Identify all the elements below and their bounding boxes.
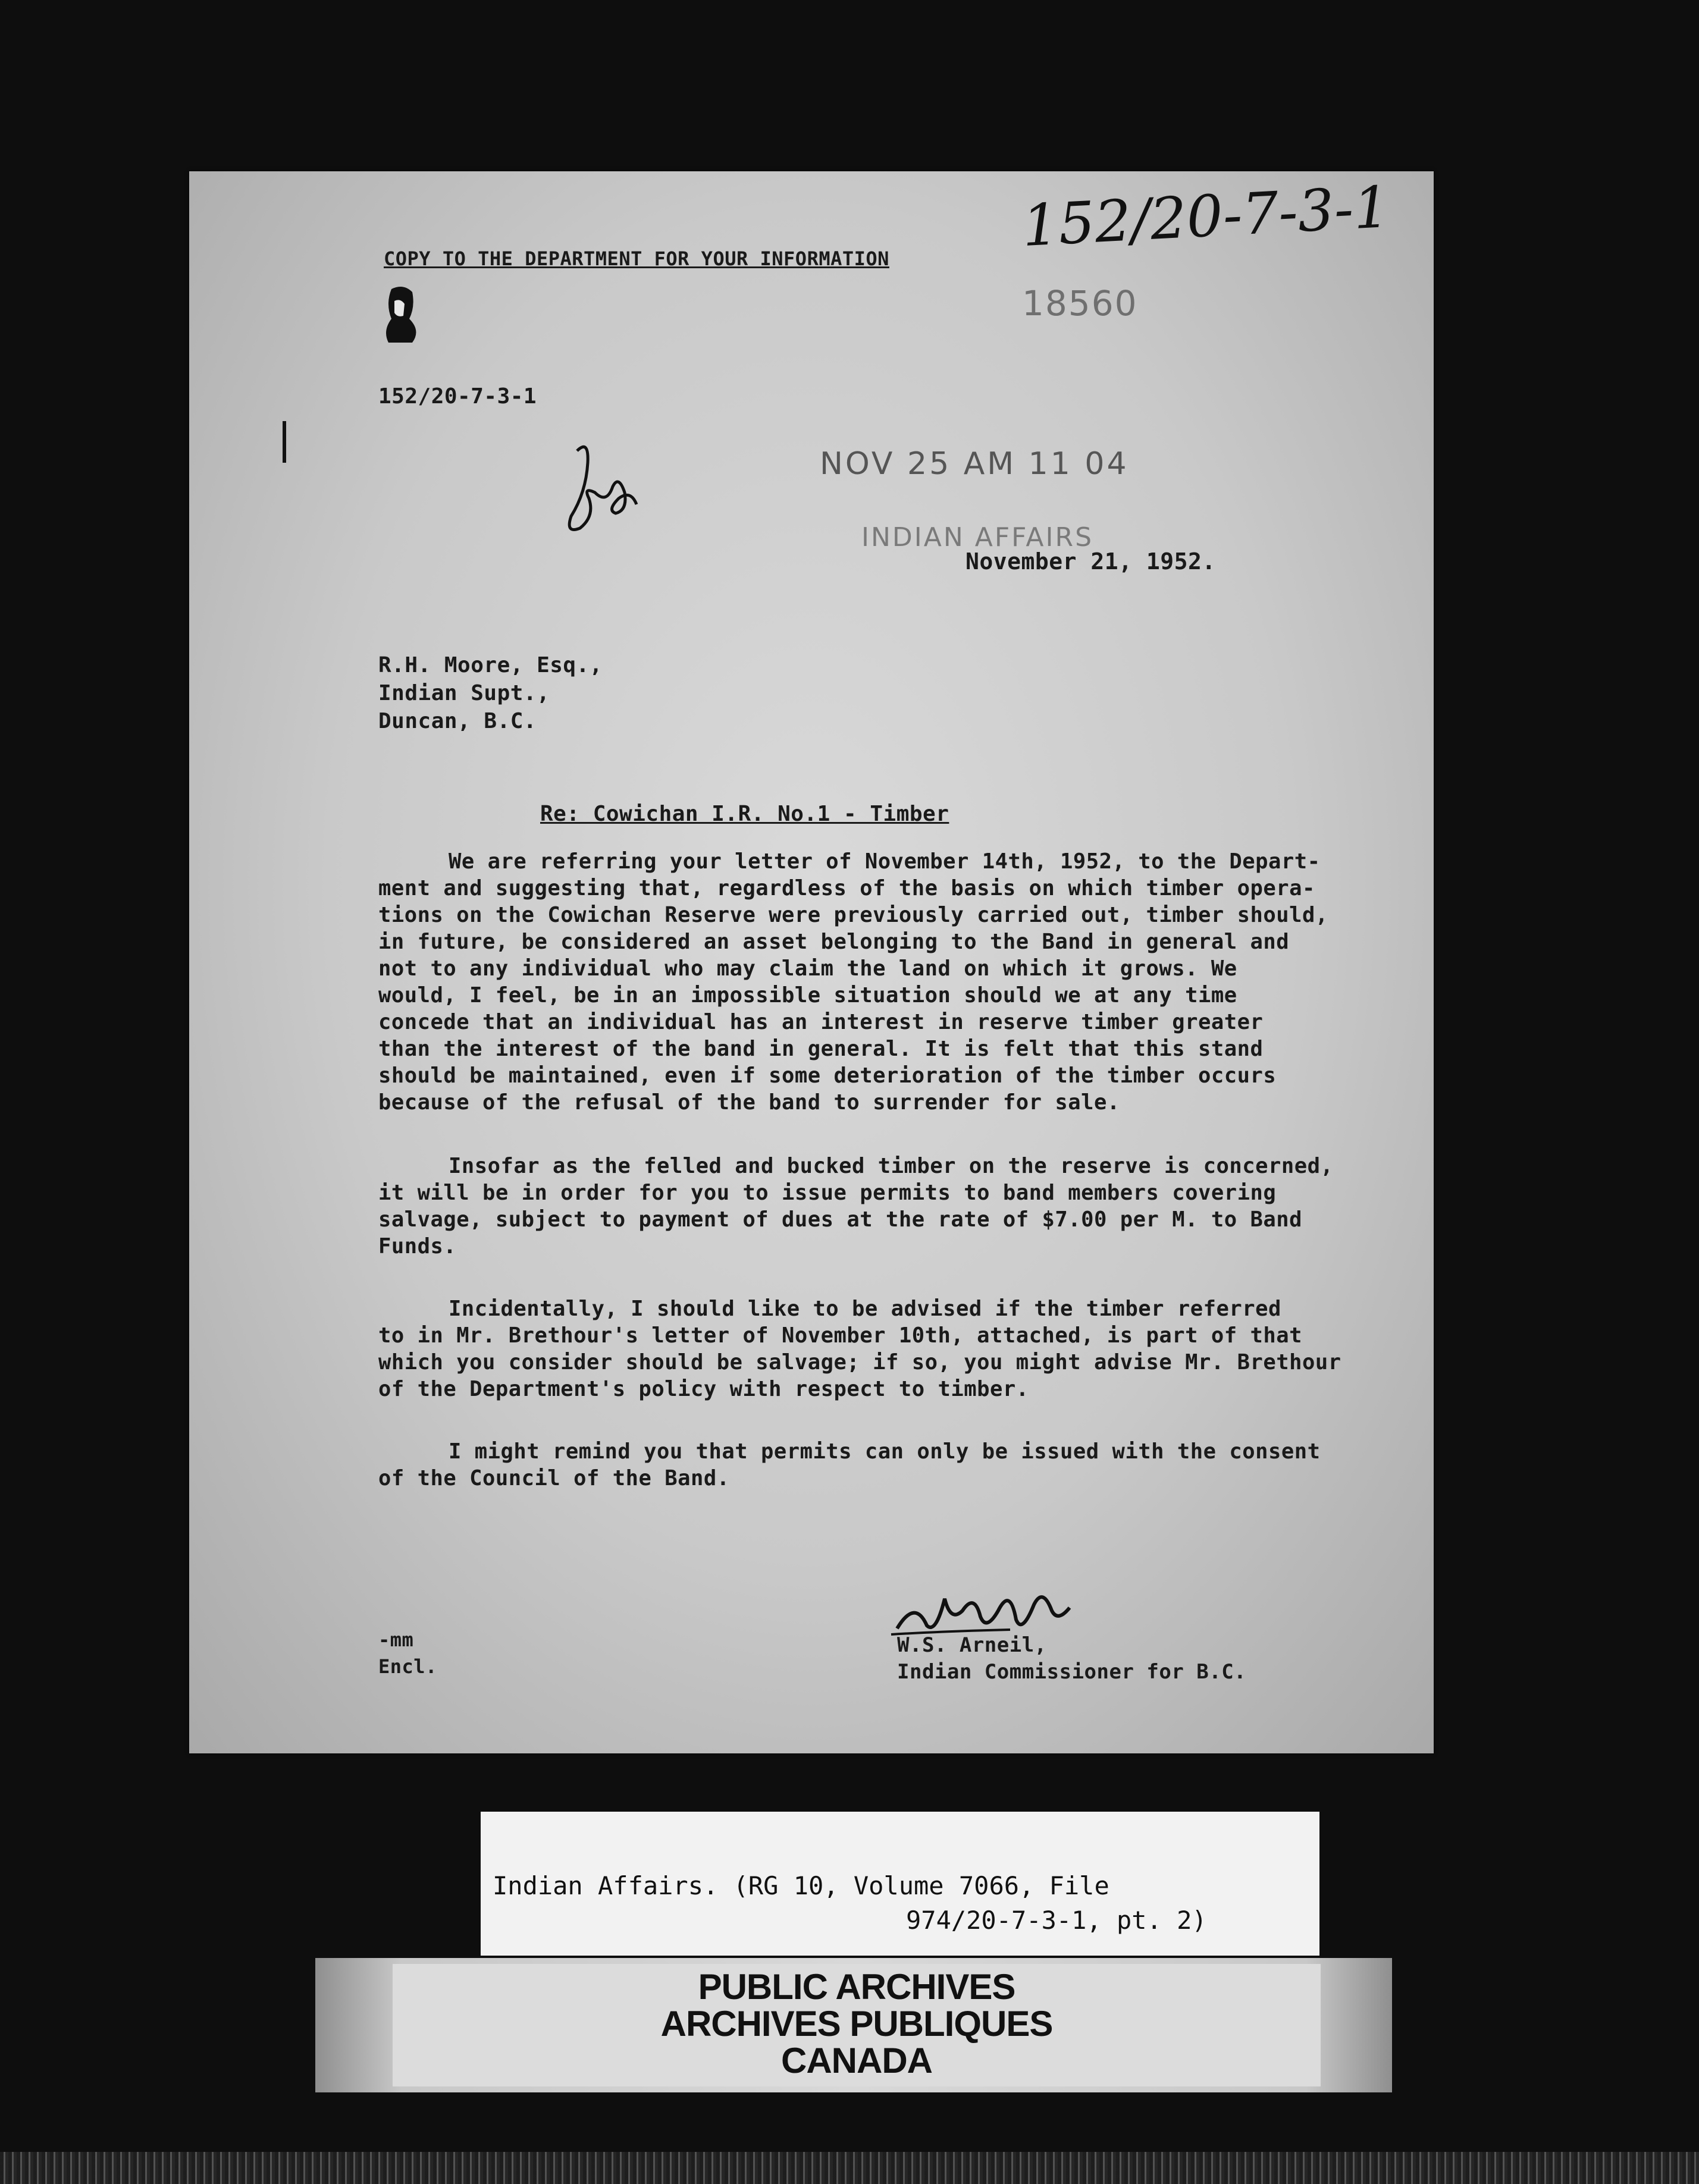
body-line: ment and suggesting that, regardless of the basis on which timber opera- [378, 876, 1315, 900]
body-line: concede that an individual has an interest in reserve timber greater [378, 1010, 1264, 1034]
body-line: I might remind you that permits can only be issued with the consent [449, 1439, 1321, 1464]
body-line: Incidentally, I should like to be advised if the timber referred [449, 1297, 1281, 1321]
signatory-title: Indian Commissioner for B.C. [897, 1660, 1247, 1684]
public-archives-logo [393, 1964, 1321, 2086]
body-line: Funds. [378, 1234, 457, 1259]
addressee-line: Duncan, B.C. [378, 709, 537, 733]
received-stamp: NOV 25 AM 11 04 [820, 446, 1129, 482]
typist-initials: -mm [378, 1628, 414, 1651]
body-line: We are referring your letter of November 14th, 1952, to the Depart- [449, 849, 1321, 874]
letter-page [189, 171, 1434, 1753]
file-number: 152/20-7-3-1 [378, 384, 537, 409]
body-line: to in Mr. Brethour's letter of November 10th, attached, is part of that [378, 1323, 1302, 1348]
body-line: not to any individual who may claim the land on which it grows. We [378, 956, 1237, 981]
handwritten-file-number: 152/20-7-3-1 [1020, 173, 1391, 260]
archives-line: PUBLIC ARCHIVES [698, 1967, 1015, 2007]
copy-notice: COPY TO THE DEPARTMENT FOR YOUR INFORMATION [384, 247, 889, 270]
signatory-name: W.S. Arneil, [897, 1633, 1047, 1657]
subject-line: Re: Cowichan I.R. No.1 - Timber [540, 802, 949, 826]
enclosure-note: Encl. [378, 1655, 437, 1678]
addressee-line: R.H. Moore, Esq., [378, 653, 603, 677]
body-line: because of the refusal of the band to surrender for sale. [378, 1090, 1120, 1115]
body-line: in future, be considered an asset belonging to the Band in general and [378, 930, 1290, 954]
archives-line: ARCHIVES PUBLIQUES [660, 2004, 1053, 2044]
received-stamp-dept: INDIAN AFFAIRS [861, 522, 1094, 553]
body-line: would, I feel, be in an impossible situation should we at any time [378, 983, 1237, 1008]
body-line: than the interest of the band in general. It is felt that this stand [378, 1037, 1264, 1061]
body-line: salvage, subject to payment of dues at the rate of $7.00 per M. to Band [378, 1207, 1302, 1232]
body-line: of the Council of the Band. [378, 1466, 730, 1490]
initials-signature-icon [553, 439, 648, 552]
archive-reference-line: Indian Affairs. (RG 10, Volume 7066, File [493, 1871, 1109, 1900]
file-mark-icon [278, 421, 290, 463]
ink-blot-icon [380, 283, 421, 349]
body-line: which you consider should be salvage; if so, you might advise Mr. Brethour [378, 1350, 1341, 1375]
body-line: of the Department's policy with respect to timber. [378, 1377, 1029, 1401]
archive-reference-card [481, 1812, 1319, 1956]
public-archives-band [315, 1958, 1392, 2092]
letter-date: November 21, 1952. [966, 548, 1216, 575]
body-line: tions on the Cowichan Reserve were previously carried out, timber should, [378, 903, 1328, 927]
body-line: Insofar as the felled and bucked timber on the reserve is concerned, [449, 1154, 1334, 1178]
addressee-line: Indian Supt., [378, 681, 550, 705]
film-edge-strip [0, 2152, 1699, 2184]
stamp-number: 18560 [1022, 283, 1138, 324]
body-line: it will be in order for you to issue permits to band members covering [378, 1181, 1277, 1205]
body-line: should be maintained, even if some deterioration of the timber occurs [378, 1063, 1277, 1088]
archives-line: CANADA [781, 2041, 932, 2081]
archive-reference-line: 974/20-7-3-1, pt. 2) [906, 1906, 1207, 1935]
